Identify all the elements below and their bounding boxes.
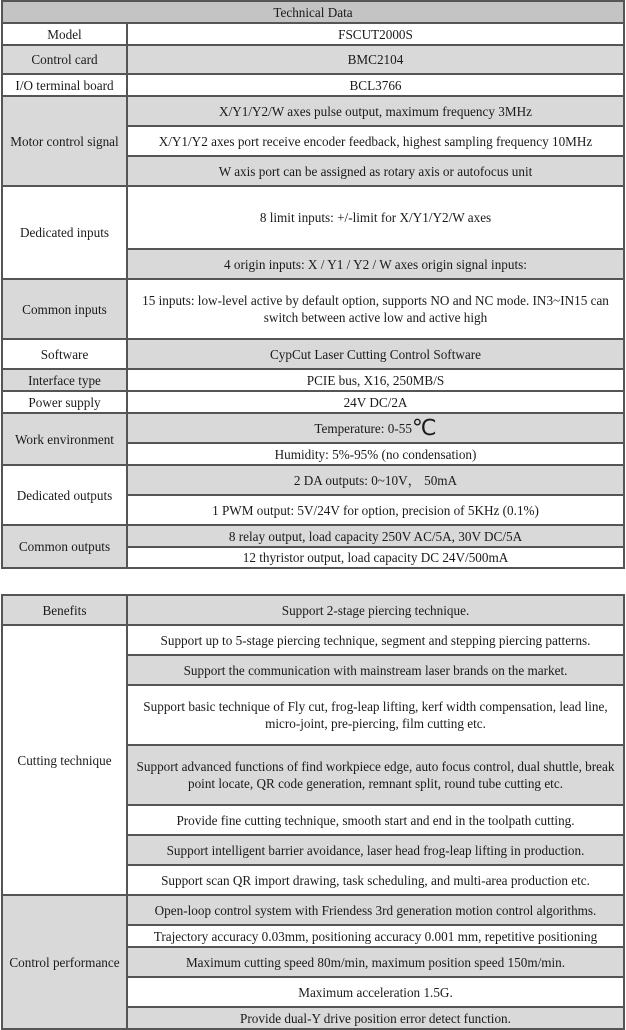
row-value: FSCUT2000S [127, 23, 624, 45]
row-label: Motor control signal [2, 96, 127, 186]
table-row [2, 74, 624, 96]
row-value [127, 413, 624, 443]
temperature-text: Temperature: 0-55 [314, 420, 412, 436]
row-value: 15 inputs: low-level active by default option, supports NO and NC mode. IN3~IN15 can switch between active low and active high [127, 279, 624, 339]
row-label: Model [2, 23, 127, 45]
row-value: Humidity: 5%-95% (no condensation) [127, 443, 624, 465]
celsius-symbol: ℃ [411, 415, 437, 441]
row-value: X/Y1/Y2 axes port receive encoder feedback, highest sampling frequency 10MHz [127, 126, 624, 156]
row-value: Support basic technique of Fly cut, frog-leap lifting, kerf width compensation, lead line, micro-joint, pre-piercing, film cutting etc. [127, 685, 624, 745]
row-value: 12 thyristor output, load capacity DC 24V/500mA [127, 547, 624, 568]
table-title: Technical Data [2, 1, 624, 23]
row-value: 1 PWM output: 5V/24V for option, precision of 5KHz (0.1%) [127, 495, 624, 525]
row-label: Benefits [2, 595, 127, 625]
row-value: W axis port can be assigned as rotary axis or autofocus unit [127, 156, 624, 186]
table-row [2, 369, 624, 391]
row-label: Dedicated outputs [2, 465, 127, 525]
row-value: Support 2-stage piercing technique. [127, 595, 624, 625]
row-label: Cutting technique [2, 625, 127, 895]
row-label: Control performance [2, 895, 127, 1029]
row-value: 2 DA outputs: 0~10V， 50mA [127, 465, 624, 495]
row-value: Maximum acceleration 1.5G. [127, 977, 624, 1007]
row-value: Support intelligent barrier avoidance, laser head frog-leap lifting in production. [127, 835, 624, 865]
table-row [2, 186, 624, 249]
technical-data-table [1, 0, 625, 569]
row-label: Power supply [2, 391, 127, 413]
row-value: 4 origin inputs: X / Y1 / Y2 / W axes origin signal inputs: [127, 249, 624, 279]
row-label: I/O terminal board [2, 74, 127, 96]
row-label: Software [2, 339, 127, 369]
row-label: Common outputs [2, 525, 127, 568]
row-value: CypCut Laser Cutting Control Software [127, 339, 624, 369]
row-value: Support scan QR import drawing, task scheduling, and multi-area production etc. [127, 865, 624, 895]
row-value: BCL3766 [127, 74, 624, 96]
row-value: Provide dual-Y drive position error detect function. [127, 1007, 624, 1029]
table-row [2, 465, 624, 495]
row-value: Provide fine cutting technique, smooth start and end in the toolpath cutting. [127, 805, 624, 835]
table-row [2, 23, 624, 45]
row-label: Interface type [2, 369, 127, 391]
row-value: 8 limit inputs: +/-limit for X/Y1/Y2/W axes [127, 186, 624, 249]
table-row [2, 595, 624, 625]
table-row [2, 279, 624, 339]
table-row [2, 413, 624, 443]
row-label: Control card [2, 45, 127, 74]
row-value: Support up to 5-stage piercing technique, segment and stepping piercing patterns. [127, 625, 624, 655]
row-value: Maximum cutting speed 80m/min, maximum position speed 150m/min. [127, 947, 624, 977]
row-value: BMC2104 [127, 45, 624, 74]
row-value: 24V DC/2A [127, 391, 624, 413]
row-value: 8 relay output, load capacity 250V AC/5A, 30V DC/5A [127, 525, 624, 547]
table-row [2, 391, 624, 413]
benefits-table [1, 594, 625, 1030]
row-label: Work environment [2, 413, 127, 465]
table-row [2, 339, 624, 369]
row-value: Support advanced functions of find workpiece edge, auto focus control, dual shuttle, break point locate, QR code generation, remnant split, round tube cutting etc. [127, 745, 624, 805]
row-value: Support the communication with mainstream laser brands on the market. [127, 655, 624, 685]
table-row [2, 525, 624, 547]
table-row [2, 45, 624, 74]
row-label: Common inputs [2, 279, 127, 339]
row-value: PCIE bus, X16, 250MB/S [127, 369, 624, 391]
table-row [2, 625, 624, 655]
table-row [2, 96, 624, 126]
row-value: Trajectory accuracy 0.03mm, positioning accuracy 0.001 mm, repetitive positioning [127, 925, 624, 947]
row-value: X/Y1/Y2/W axes pulse output, maximum frequency 3MHz [127, 96, 624, 126]
row-label: Dedicated inputs [2, 186, 127, 279]
table-row [2, 895, 624, 925]
row-value: Open-loop control system with Friendess 3rd generation motion control algorithms. [127, 895, 624, 925]
